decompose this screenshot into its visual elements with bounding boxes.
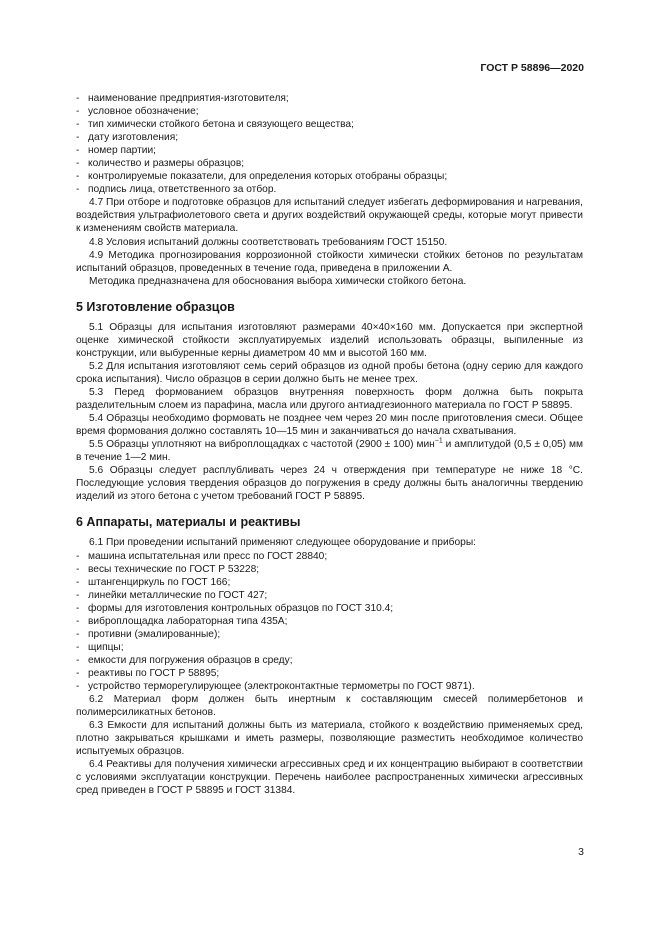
paragraph-6-1: 6.1 При проведении испытаний применяют следующее оборудование и приборы: [89,537,476,549]
paragraph-5-4: 5.4 Образцы необходимо формовать не позднее чем через 20 мин после приготовления смеси. Общее время формования должно составлять 10—15 мин и заканчиваться до начала схватывания. [76,413,583,438]
list-marking [76,92,583,196]
paragraph-6-3: 6.3 Емкости для испытаний должны быть из материала, стойкого к воздействию применяемых сред, плотно закрываться крышками и иметь размеры, позволяющие разместить необходимое количество испытуемых образцов. [76,720,583,758]
list-item: - условное обозначение; [76,106,199,118]
list-item: - формы для изготовления контрольных образцов по ГОСТ 310.4; [76,602,394,614]
section-5-heading: 5 Изготовление образцов [76,299,235,314]
list-item: - подпись лица, ответственного за отбор. [76,184,277,196]
list-item: - реактивы по ГОСТ Р 58895; [76,667,220,679]
list-item: - устройство терморегулирующее (электроконтактные термометры по ГОСТ 9871). [76,680,475,692]
page-number: 3 [578,846,584,858]
paragraph-5-3: 5.3 Перед формованием образцов внутренняя поверхность форм должна быть покрыта разделительным слоем из парафина, масла или другого антиадгезионного материала по ГОСТ Р 58895. [76,386,583,412]
paragraph-4-9: 4.9 Методика прогнозирования коррозионной стойкости химически стойких бетонов по результатам испытаний образцов, проведенных в течение года, приведена в приложении А. [76,249,583,274]
paragraph-4-8: 4.8 Условия испытаний должны соответствовать требованиям ГОСТ 15150. [89,236,448,248]
paragraph-4-9-note: Методика предназначена для обоснования выбора химически стойкого бетона. [89,275,467,287]
paragraph-6-4: 6.4 Реактивы для получения химически агрессивных сред и их концентрацию выбирают в соответствии с условиями эксплуатации конструкции. Перечень наиболее распространенных химически агрессивных сред приведен в ГОСТ Р 58895 и ГОСТ 31384. [76,759,583,797]
list-item: - виброплощадка лабораторная типа 435А; [76,615,288,627]
paragraph-5-1: 5.1 Образцы для испытания изготовляют размерами 40×40×160 мм. Допускается при экспертной оценке химической стойкости эксплуатируемых изделий использовать образцы, выпиленные из конструкции, или выбуренные керны диаметром 40 мм и высотой 160 мм. [76,321,583,359]
paragraph-4-7: 4.7 При отборе и подготовке образцов для испытаний следует избегать деформирования и нагревания, воздействия ультрафиолетового света и других воздействий окружающей среды, которые могут привести к изменениям свойств материала. [76,197,583,235]
list-item: - контролируемые показатели, для определения которых отобраны образцы; [76,171,448,183]
list-item: - щипцы; [76,641,124,653]
paragraph-5-6: 5.6 Образцы следует расплубливать через 24 ч отверждения при температуре не ниже 18 °С. Последующие условия твердения образцов до погружения в среду должны быть аналогичны твердению изделий из этого бетона с учетом требований ГОСТ Р 58895. [76,465,583,503]
document-header: ГОСТ Р 58896—2020 [480,62,584,74]
list-item: - емкости для погружения образцов в среду; [76,654,293,666]
paragraph-5-2: 5.2 Для испытания изготовляют семь серий образцов из одной пробы бетона (одну серию для каждого срока испытания). Число образцов в серии должно быть не менее трех. [76,360,583,385]
paragraph-6-2: 6.2 Материал форм должен быть инертным к составляющим смесей полимербетонов и полимерсиликатных бетонов. [76,694,583,719]
list-item: - линейки металлические по ГОСТ 427; [76,589,268,601]
paragraph-5-5: 5.5 Образцы уплотняют на виброплощадках с частотой (2900 ± 100) мин$^{-1}$ и амплитудой (0,5 ± 0,05) мм в течение 1—2 мин. [76,437,583,464]
list-item: - весы технические по ГОСТ Р 53228; [76,563,260,575]
list-item: - штангенциркуль по ГОСТ 166; [76,576,231,588]
list-item: - количество и размеры образцов; [76,158,245,170]
list-item: - наименование предприятия-изготовителя; [76,93,289,104]
section-6-heading: 6 Аппараты, материалы и реактивы [76,515,301,530]
list-item: - противни (эмалированные); [76,628,221,640]
list-item: - машина испытательная или пресс по ГОСТ 28840; [76,550,328,562]
page-content [76,92,583,797]
list-item: - номер партии; [76,145,156,157]
list-item: - дату изготовления; [76,132,179,144]
list-item: - тип химически стойкого бетона и связующего вещества; [76,119,354,131]
list-equipment [76,550,583,694]
